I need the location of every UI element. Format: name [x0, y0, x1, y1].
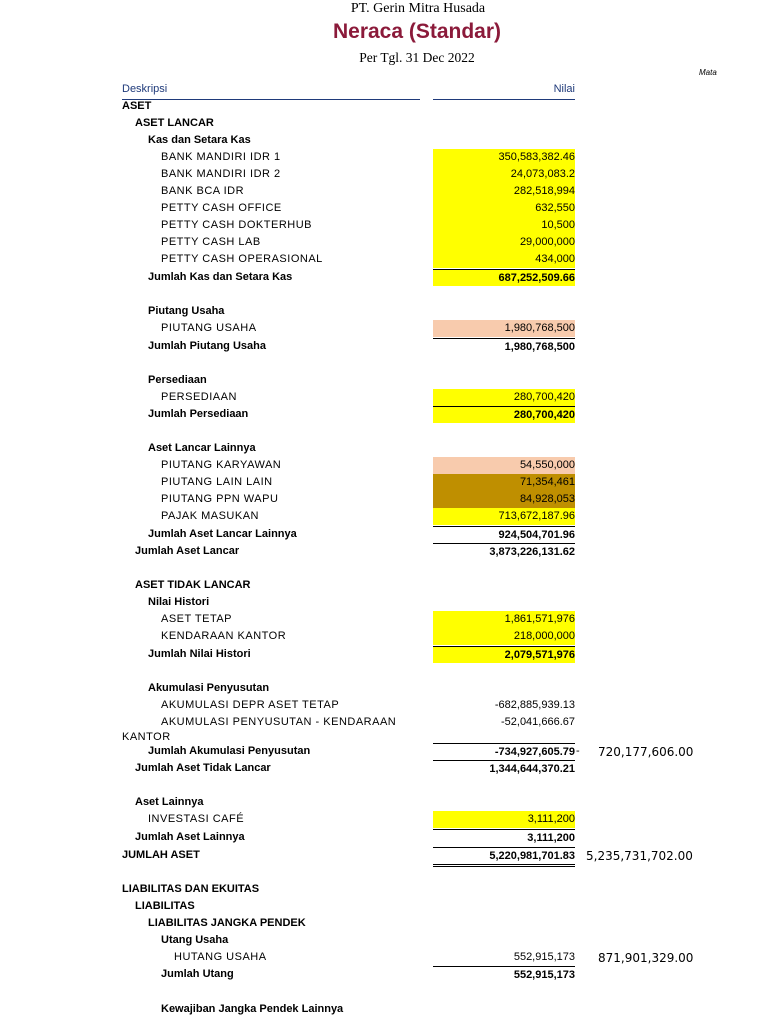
row-label: Kas dan Setara Kas: [148, 134, 251, 146]
row-label: BANK BCA IDR: [161, 185, 245, 197]
row-label: LIABILITAS DAN EKUITAS: [122, 883, 260, 895]
table-row: [0, 508, 768, 525]
table-row: [0, 898, 768, 915]
table-row: [0, 697, 768, 714]
row-label: Jumlah Aset Lancar: [135, 545, 240, 557]
table-row: [0, 183, 768, 200]
row-label: AKUMULASI PENYUSUTAN - KENDARAAN: [161, 716, 397, 728]
table-row: [0, 166, 768, 183]
row-value: 5,220,981,701.83: [433, 847, 575, 867]
row-label: Jumlah Nilai Histori: [148, 648, 251, 660]
row-value: 10,500: [433, 217, 575, 234]
row-value: 218,000,000: [433, 628, 575, 645]
row-label: Jumlah Kas dan Setara Kas: [148, 271, 293, 283]
row-value: 2,079,571,976: [433, 646, 575, 663]
row-label: PERSEDIAAN: [161, 391, 237, 403]
row-label: Jumlah Akumulasi Penyusutan: [148, 745, 311, 757]
table-row-subtotal: [0, 338, 768, 355]
table-row: [0, 1001, 768, 1018]
row-value: 280,700,420: [433, 389, 575, 406]
row-label: PETTY CASH OFFICE: [161, 202, 282, 214]
row-label: Nilai Histori: [148, 596, 210, 608]
table-row-total: [0, 847, 768, 864]
row-label: Akumulasi Penyusutan: [148, 682, 270, 694]
row-value: -682,885,939.13: [494, 699, 575, 711]
table-row: [0, 628, 768, 645]
table-row: [0, 714, 768, 731]
table-row: [0, 440, 768, 457]
row-value: 1,344,644,370.21: [433, 760, 575, 777]
table-row: [0, 98, 768, 115]
row-label: HUTANG USAHA: [174, 951, 267, 963]
table-row: [0, 577, 768, 594]
row-value: 24,073,083.2: [433, 166, 575, 183]
row-label: Aset Lainnya: [135, 796, 204, 808]
row-value: 3,111,200: [433, 811, 575, 828]
table-row: [0, 491, 768, 508]
row-label: LIABILITAS: [135, 900, 195, 912]
row-label-continuation: KANTOR: [122, 731, 171, 743]
row-value: 552,915,173: [433, 966, 575, 983]
column-header-description: Deskripsi: [122, 83, 420, 100]
table-row: [0, 251, 768, 268]
row-label: PIUTANG KARYAWAN: [161, 459, 282, 471]
table-row-subtotal: [0, 406, 768, 423]
table-row: [0, 372, 768, 389]
table-row: [0, 457, 768, 474]
row-label: PAJAK MASUKAN: [161, 510, 259, 522]
row-value: 632,550: [433, 200, 575, 217]
table-row: [0, 389, 768, 406]
row-label: Kewajiban Jangka Pendek Lainnya: [161, 1003, 344, 1015]
row-label: PETTY CASH DOKTERHUB: [161, 219, 312, 231]
row-label: PETTY CASH LAB: [161, 236, 261, 248]
row-label: ASET LANCAR: [135, 117, 214, 129]
row-value: 282,518,994: [433, 183, 575, 200]
table-row-subtotal: [0, 543, 768, 560]
row-label: PIUTANG USAHA: [161, 322, 257, 334]
currency-note: Mata: [699, 68, 717, 77]
row-value: 552,915,173: [513, 951, 575, 963]
row-value: 713,672,187.96: [433, 508, 575, 525]
table-row-subtotal: [0, 829, 768, 846]
row-value: 3,873,226,131.62: [433, 543, 575, 560]
table-row: [0, 234, 768, 251]
report-title: Neraca (Standar): [332, 20, 502, 43]
table-row: [0, 149, 768, 166]
row-label: JUMLAH ASET: [122, 849, 200, 861]
row-label: BANK MANDIRI IDR 2: [161, 168, 281, 180]
company-name: PT. Gerin Mitra Husada: [350, 1, 486, 16]
row-value: 687,252,509.66: [433, 269, 575, 286]
table-row: [0, 474, 768, 491]
row-label: ASET: [122, 100, 152, 112]
table-row: [0, 217, 768, 234]
row-value: 71,354,461: [433, 474, 575, 491]
row-value: 1,980,768,500: [433, 338, 575, 355]
row-value: -52,041,666.67: [500, 716, 575, 728]
column-header-value: Nilai: [433, 83, 575, 100]
row-label: Jumlah Utang: [161, 968, 234, 980]
row-dash: -: [576, 745, 580, 757]
row-label: Utang Usaha: [161, 934, 229, 946]
row-label: BANK MANDIRI IDR 1: [161, 151, 281, 163]
row-value: -734,927,605.79: [433, 743, 575, 760]
table-row: [0, 811, 768, 828]
table-row: [0, 594, 768, 611]
table-row: [0, 132, 768, 149]
row-value: 1,980,768,500: [433, 320, 575, 337]
row-value: 280,700,420: [433, 406, 575, 423]
row-label: PIUTANG PPN WAPU: [161, 493, 279, 505]
row-label: ASET TETAP: [161, 613, 233, 625]
side-note-value: 5,235,731,702.00: [586, 849, 693, 863]
side-note-value: 871,901,329.00: [598, 951, 694, 965]
row-label: Persediaan: [148, 374, 207, 386]
table-row: [0, 932, 768, 949]
row-value: 924,504,701.96: [433, 526, 575, 543]
row-label: PETTY CASH OPERASIONAL: [161, 253, 323, 265]
row-value: 54,550,000: [433, 457, 575, 474]
table-row-subtotal: [0, 760, 768, 777]
row-label: PIUTANG LAIN LAIN: [161, 476, 273, 488]
row-label: Jumlah Aset Lancar Lainnya: [148, 528, 297, 540]
row-value: 29,000,000: [433, 234, 575, 251]
table-row: [0, 915, 768, 932]
table-row-subtotal: [0, 966, 768, 983]
row-value: 350,583,382.46: [433, 149, 575, 166]
row-label: Jumlah Piutang Usaha: [148, 340, 266, 352]
row-label: Aset Lancar Lainnya: [148, 442, 256, 454]
row-label: Jumlah Persediaan: [148, 408, 249, 420]
row-value: 84,928,053: [433, 491, 575, 508]
row-label: AKUMULASI DEPR ASET TETAP: [161, 699, 340, 711]
row-value: 1,861,571,976: [433, 611, 575, 628]
table-row: [0, 611, 768, 628]
table-row-subtotal: [0, 269, 768, 286]
table-row-subtotal: [0, 743, 768, 760]
row-label: Piutang Usaha: [148, 305, 225, 317]
row-label: LIABILITAS JANGKA PENDEK: [148, 917, 306, 929]
row-label: INVESTASI CAFÉ: [148, 813, 245, 825]
table-row: [0, 303, 768, 320]
table-row: [0, 115, 768, 132]
row-label: Jumlah Aset Tidak Lancar: [135, 762, 271, 774]
row-label: Jumlah Aset Lainnya: [135, 831, 245, 843]
side-note-value: 720,177,606.00: [598, 745, 694, 759]
table-row: [0, 200, 768, 217]
table-row: [0, 881, 768, 898]
report-period: Per Tgl. 31 Dec 2022: [359, 50, 475, 65]
row-label: KENDARAAN KANTOR: [161, 630, 287, 642]
table-row: [0, 320, 768, 337]
table-row: [0, 680, 768, 697]
row-value: 434,000: [433, 251, 575, 268]
row-value: 3,111,200: [433, 829, 575, 846]
table-row: [0, 794, 768, 811]
table-row: [0, 949, 768, 966]
row-label: ASET TIDAK LANCAR: [135, 579, 251, 591]
table-row-subtotal: [0, 646, 768, 663]
table-row-subtotal: [0, 526, 768, 543]
